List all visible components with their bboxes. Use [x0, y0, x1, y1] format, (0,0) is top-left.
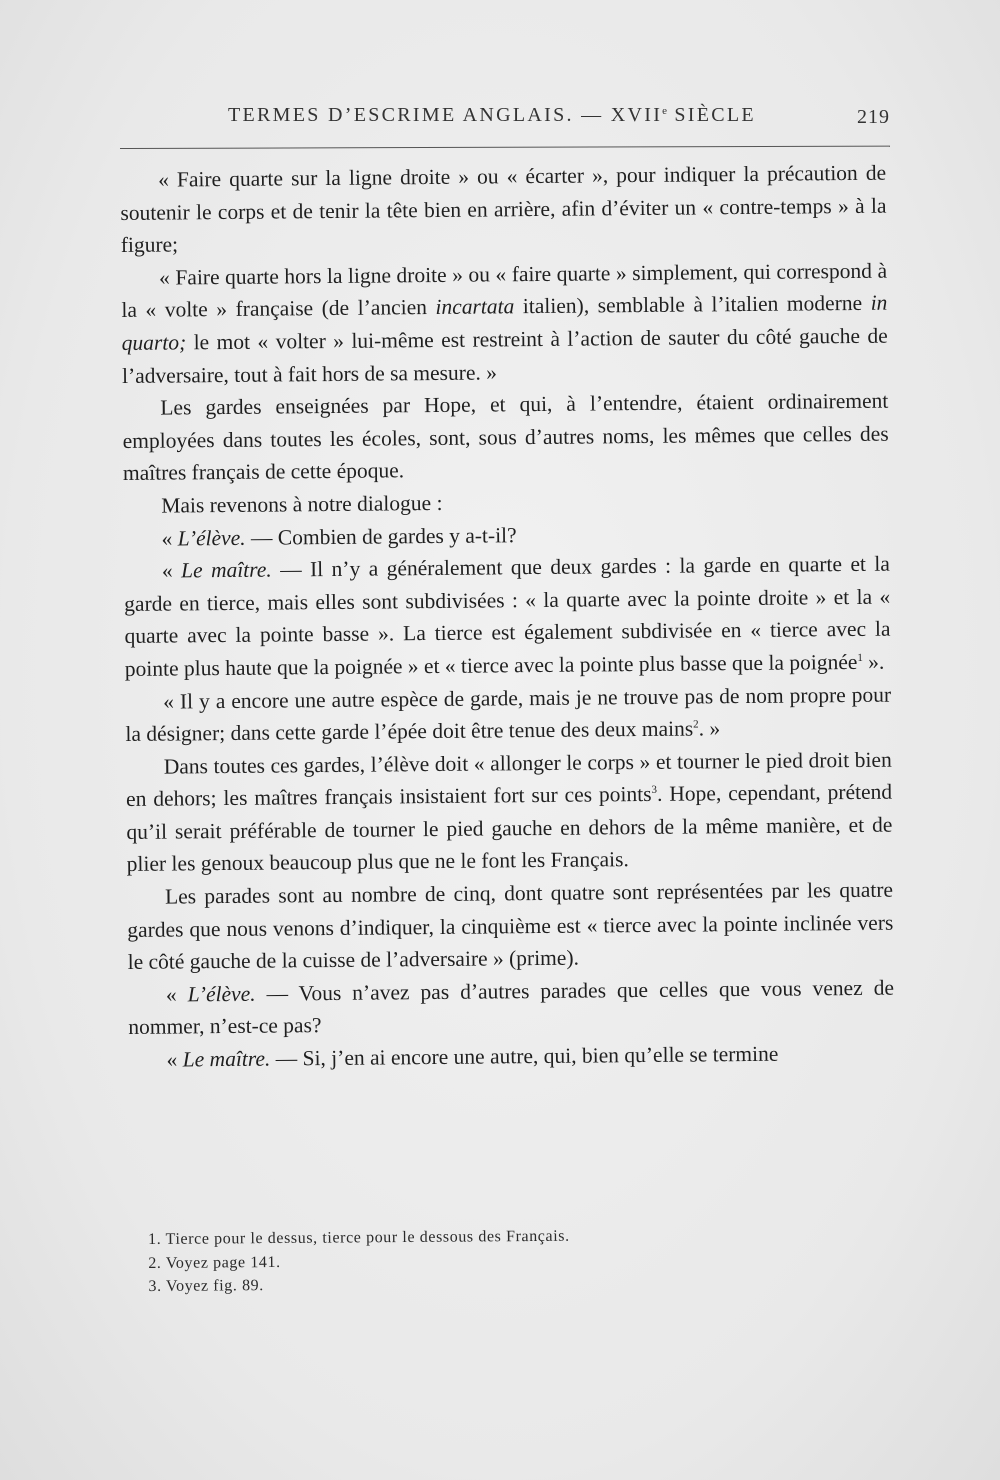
paragraph-text: Les parades sont au nombre de cinq, dont quatre sont représentées par les quatre gardes que nous venons d’indiquer, la cinquième est « tierce avec la pointe inclinée vers le côté gauche de la cuisse de l’adversaire » (prime).: [127, 877, 894, 975]
paragraph-text: « Il y a encore une autre espèce de garde, mais je ne trouve pas de nom propre pour la désigner; dans cette garde l’épée doit être tenue des deux mains: [125, 682, 892, 747]
paragraph-text: — Si, j’en ai encore une autre, qui, bien qu’elle se termine: [270, 1041, 779, 1071]
italic-text: Le maître.: [180, 557, 272, 583]
paragraph: [124, 548, 891, 686]
footnotes: [148, 1223, 849, 1299]
running-title-main: TERMES D’ESCRIME ANGLAIS. — XVII: [228, 104, 663, 126]
footnote-number: 1.: [148, 1230, 162, 1248]
page-number: 219: [857, 106, 890, 128]
paragraph-text: italien), semblable à l’italien moderne: [514, 291, 871, 319]
paragraph: [122, 385, 889, 490]
footnote-reference: 2: [693, 718, 699, 731]
footnote-text: Voyez fig. 89.: [165, 1277, 264, 1295]
italic-text: in quarto;: [121, 291, 888, 355]
header-rule: [120, 146, 890, 149]
paragraph-text: . Hope, cependant, prétend qu’il serait préférable de tourner le pied gauche en dehors de la même manière, et de plier les genoux beaucoup plus que ne le font les Français.: [126, 779, 893, 877]
paragraph-text: — Vous n’avez pas d’autres parades que celles que vous venez de nommer, n’est-ce pas?: [128, 975, 895, 1040]
footnote-text: Voyez page 141.: [165, 1253, 281, 1272]
footnote-reference: 3: [651, 784, 658, 797]
running-header: [120, 104, 890, 134]
italic-text: L’élève.: [187, 981, 256, 1007]
footnote-number: 2.: [148, 1254, 162, 1272]
body-text: [120, 157, 895, 1077]
italic-text: incartata: [435, 294, 515, 320]
italic-text: Le maître.: [182, 1046, 271, 1072]
running-title-end: SIÈCLE: [667, 104, 756, 126]
paragraph-text: ».: [862, 649, 885, 674]
footnote-text: Tierce pour le dessus, tierce pour le dessous des Français.: [165, 1227, 570, 1248]
paragraph-text: «: [165, 982, 188, 1007]
paragraph: [126, 743, 893, 881]
paragraph-text: Les gardes enseignées par Hope, et qui, à l’entendre, étaient ordinairement employées dans toutes les écoles, sont, sous d’autres noms, les mêmes que celles des maîtres français de cette époque.: [122, 388, 889, 486]
paragraph-text: — Combien de gardes y a-t-il?: [245, 522, 517, 550]
paragraph-text: — Il n’y a généralement que deux gardes : la garde en quarte et la garde en tierce, mais elles sont subdivisées : « la quarte avec la pointe droite » et la « quarte avec la pointe basse ». La tierce est également subdivisée en « tierce avec la pointe plus haute que la poignée » et « tierce avec la pointe plus basse que la poignée: [124, 551, 891, 681]
footnote: [148, 1270, 848, 1299]
paragraph-text: . »: [698, 716, 721, 741]
paragraph-text: Dans toutes ces gardes, l’élève doit « allonger le corps » et tourner le pied droit bien en dehors; les maîtres français insistaient fort sur ces points: [125, 747, 892, 812]
running-title-superscript: e: [662, 105, 668, 117]
running-title: [228, 104, 756, 127]
paragraph: [128, 1037, 894, 1077]
paragraph-text: «: [161, 558, 182, 583]
paragraph-text: « Faire quarte hors la ligne droite » ou « faire quarte » simplement, qui correspond à la « volte » française (de l’ancien: [121, 258, 888, 323]
paragraph-text: Mais revenons à notre dialogue :: [161, 490, 443, 518]
footnote-number: 3.: [148, 1277, 162, 1295]
paragraph-text: «: [166, 1047, 183, 1072]
italic-text: L’élève.: [177, 525, 246, 550]
paragraph: [121, 254, 888, 392]
paragraph: [128, 971, 895, 1044]
paragraph: [125, 678, 892, 751]
paragraph-text: le mot « volter » lui-même est restreint à l’action de sauter du côté gauche de l’adversaire, tout à fait hors de sa mesure. »: [121, 323, 888, 388]
paragraph-text: «: [161, 525, 178, 551]
paragraph: [127, 874, 894, 979]
footnote-reference: 1: [857, 651, 863, 664]
paragraph-text: « Faire quarte sur la ligne droite » ou « écarter », pour indiquer la précaution de soutenir le corps et de tenir la tête bien en arrière, afin d’éviter un « contre-temps » à la figure;: [120, 160, 887, 258]
paragraph: [120, 157, 887, 262]
